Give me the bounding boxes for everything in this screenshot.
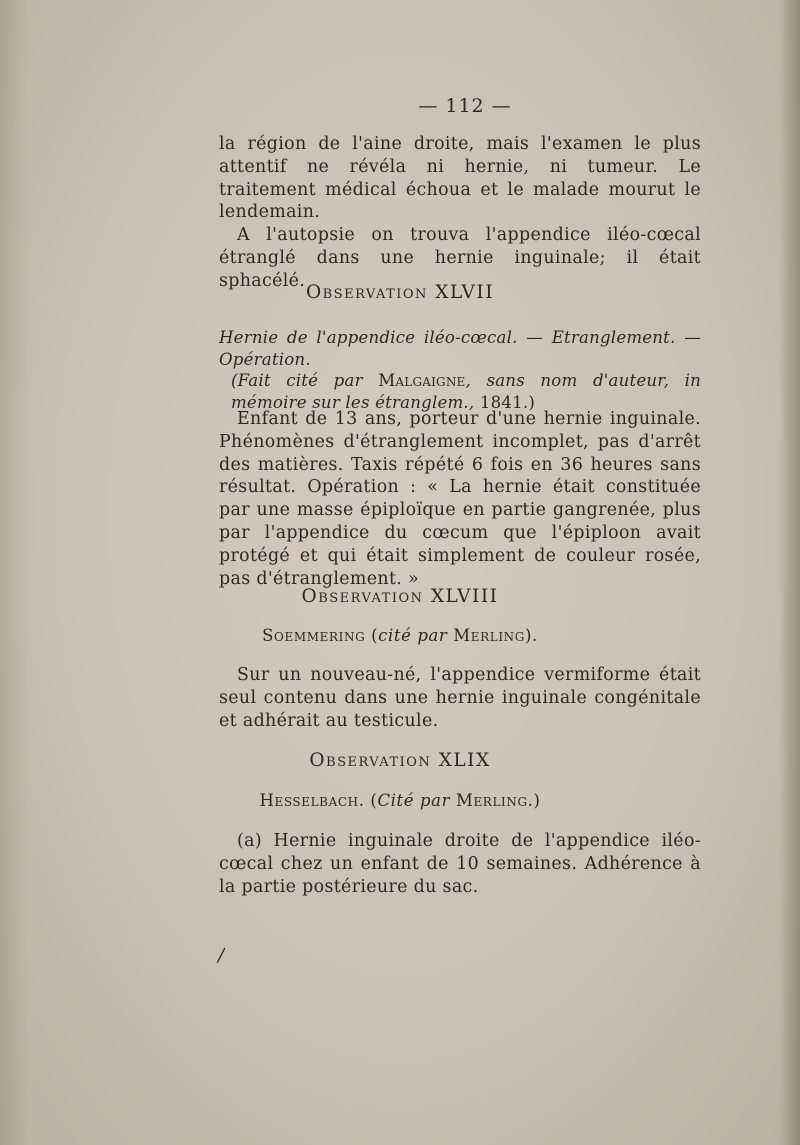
observation-48-source: Soemmering (cité par Merling). xyxy=(262,626,538,645)
observation-49-source: Hesselbach. (Cité par Merling.) xyxy=(259,791,541,810)
observation-47-reference xyxy=(219,370,701,413)
observation-47-body: Enfant de 13 ans, porteur d'une hernie inguinale. Phénomènes d'étranglement incomplet, pas d'arrêt des matières. Taxis répété 6 fois en 36 heures sans résultat. Opération : « La hernie était constituée par une masse épiploïque en partie gangrenée, plus par l'appendice du cœcum que l'épiploon avait protégé et qui était simplement de couleur rosée, pas d'étranglement. » xyxy=(219,409,701,589)
page-shadow-left xyxy=(0,0,30,1145)
page-number: — 112 — xyxy=(418,95,512,117)
reference-prefix: (Fait cité par xyxy=(231,371,379,391)
observation-47-heading: Observation XLVII xyxy=(305,282,495,303)
observation-48-body-block xyxy=(219,664,701,732)
page-shadow-right xyxy=(778,0,800,1145)
observation-49-body: (a) Hernie inguinale droite de l'appendice iléo-cœcal chez un enfant de 10 semaines. Adhérence à la partie postérieure du sac. xyxy=(219,831,701,897)
observation-49-heading: Observation XLIX xyxy=(309,750,491,771)
source-ref: Merling. xyxy=(455,791,534,810)
observation-47-body-block xyxy=(219,408,701,590)
observation-47-title xyxy=(219,327,701,413)
source-author: Hesselbach. xyxy=(259,791,365,810)
observation-48-heading: Observation XLVIII xyxy=(301,586,499,607)
reference-year: 1841.) xyxy=(479,392,536,412)
source-cite: Cité par xyxy=(377,791,451,810)
source-author: Soemmering xyxy=(262,626,366,645)
reference-author: Malgaigne xyxy=(378,371,466,391)
intro-paragraph-1: la région de l'aine droite, mais l'examen le plus attentif ne révéla ni hernie, ni tumeur. Le traitement médical échoua et le malade mourut le lendemain. xyxy=(219,134,701,223)
source-ref: Merling xyxy=(453,626,525,645)
observation-47-title-main: Hernie de l'appendice iléo-cœcal. — Etranglement. — Opération. xyxy=(219,328,701,369)
stray-ink-mark: / xyxy=(218,945,225,966)
intro-text xyxy=(219,133,701,293)
observation-49-body-block xyxy=(219,830,701,898)
observation-48-body: Sur un nouveau-né, l'appendice vermiforme était seul contenu dans une hernie inguinale congénitale et adhérait au testicule. xyxy=(219,665,701,731)
intro-paragraph-2: A l'autopsie on trouva l'appendice iléo-cœcal étranglé dans une hernie inguinale; il était sphacélé. xyxy=(219,225,701,291)
source-cite: cité par xyxy=(378,626,448,645)
reference-suffix: , sans nom d'auteur, in mémoire sur les étranglem., xyxy=(231,371,701,412)
